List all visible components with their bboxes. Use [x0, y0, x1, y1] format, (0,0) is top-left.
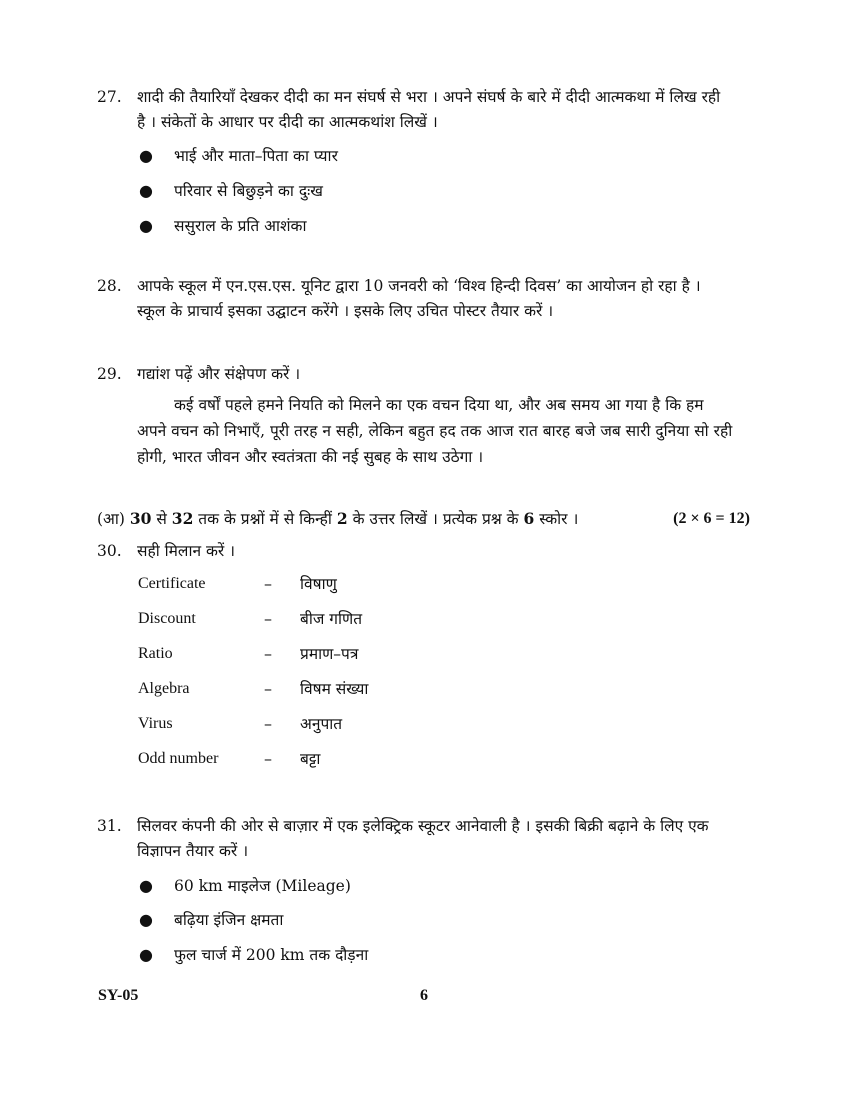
match-term: Discount: [138, 610, 196, 627]
bullet-icon: ●: [139, 945, 153, 964]
match-dash: –: [264, 749, 272, 768]
bullet-item: 60 km माइलेज (Mileage): [174, 877, 351, 895]
match-option: बीज गणित: [300, 610, 363, 628]
match-dash: –: [264, 714, 272, 733]
instruction-text: स्कोर ।: [534, 510, 579, 528]
match-term: Odd number: [138, 750, 219, 767]
match-term: Algebra: [138, 680, 190, 697]
match-dash: –: [264, 679, 272, 698]
match-dash: –: [264, 644, 272, 663]
match-dash: –: [264, 574, 272, 593]
passage-text: अपने वचन को निभाएँ, पूरी तरह न सही, लेकिन बहुत हद तक आज रात बारह बजे जब सारी दुनिया सो रही: [137, 422, 733, 440]
range-connector: से: [151, 510, 172, 528]
section-label: (आ): [97, 510, 125, 528]
page-number: 6: [420, 987, 428, 1004]
question-number: 29.: [97, 365, 122, 383]
match-term: Certificate: [138, 575, 206, 592]
instruction-text: के उत्तर लिखें । प्रत्येक प्रश्न के: [347, 510, 524, 528]
question-text: है । संकेतों के आधार पर दीदी का आत्मकथांश लिखें ।: [137, 113, 438, 131]
question-number: 31.: [97, 817, 122, 835]
match-option: अनुपात: [300, 715, 343, 733]
question-text: आपके स्कूल में एन.एस.एस. यूनिट द्वारा 10 जनवरी को ‘विश्व हिन्दी दिवस’ का आयोजन हो रहा है ।: [137, 277, 701, 295]
range-to: 32: [171, 509, 194, 528]
question-text: सिलवर कंपनी की ओर से बाज़ार में एक इलेक्ट्रिक स्कूटर आनेवाली है । इसकी बिक्री बढ़ाने के लिए एक: [137, 817, 709, 835]
match-term: Ratio: [138, 645, 173, 662]
bullet-icon: ●: [139, 146, 153, 165]
passage-text: कई वर्षों पहले हमने नियति को मिलने का एक वचन दिया था, और अब समय आ गया है कि हम: [174, 396, 704, 414]
bullet-icon: ●: [139, 910, 153, 929]
question-number: 30.: [97, 542, 122, 560]
match-term: Virus: [138, 715, 173, 732]
bullet-icon: ●: [139, 181, 153, 200]
bullet-item: ससुराल के प्रति आशंका: [174, 217, 307, 235]
question-text: विज्ञापन तैयार करें ।: [137, 842, 249, 860]
question-number: 27.: [97, 88, 122, 106]
match-option: प्रमाण–पत्र: [300, 645, 359, 663]
match-option: बट्टा: [300, 750, 321, 768]
paper-code: SY-05: [98, 987, 139, 1004]
question-text: स्कूल के प्राचार्य इसका उद्घाटन करेंगे । इसके लिए उचित पोस्टर तैयार करें ।: [137, 302, 554, 320]
answer-count: 2: [336, 509, 348, 528]
bullet-icon: ●: [139, 216, 153, 235]
passage-text: होगी, भारत जीवन और स्वतंत्रता की नई सुबह के साथ उठेगा ।: [137, 448, 484, 466]
question-instruction: सही मिलान करें ।: [137, 542, 236, 560]
question-instruction: गद्यांश पढ़ें और संक्षेपण करें ।: [137, 365, 301, 383]
score-value: 6: [523, 509, 535, 528]
marks-allocation: (2 × 6 = 12): [673, 510, 750, 527]
section-instruction: [97, 506, 578, 532]
instruction-text: तक के प्रश्नों में से किन्हीं: [193, 510, 337, 528]
bullet-item: भाई और माता–पिता का प्यार: [174, 147, 338, 165]
question-number: 28.: [97, 277, 122, 295]
question-text: शादी की तैयारियाँ देखकर दीदी का मन संघर्ष से भरा । अपने संघर्ष के बारे में दीदी आत्मकथा में लिख रही: [137, 88, 721, 106]
match-option: विषाणु: [300, 575, 337, 593]
bullet-item: परिवार से बिछुड़ने का दुःख: [174, 182, 323, 200]
match-option: विषम संख्या: [300, 680, 369, 698]
bullet-icon: ●: [139, 876, 153, 895]
range-from: 30: [129, 509, 152, 528]
bullet-item: फुल चार्ज में 200 km तक दौड़ना: [174, 946, 369, 964]
match-dash: –: [264, 609, 272, 628]
bullet-item: बढ़िया इंजिन क्षमता: [174, 911, 284, 929]
